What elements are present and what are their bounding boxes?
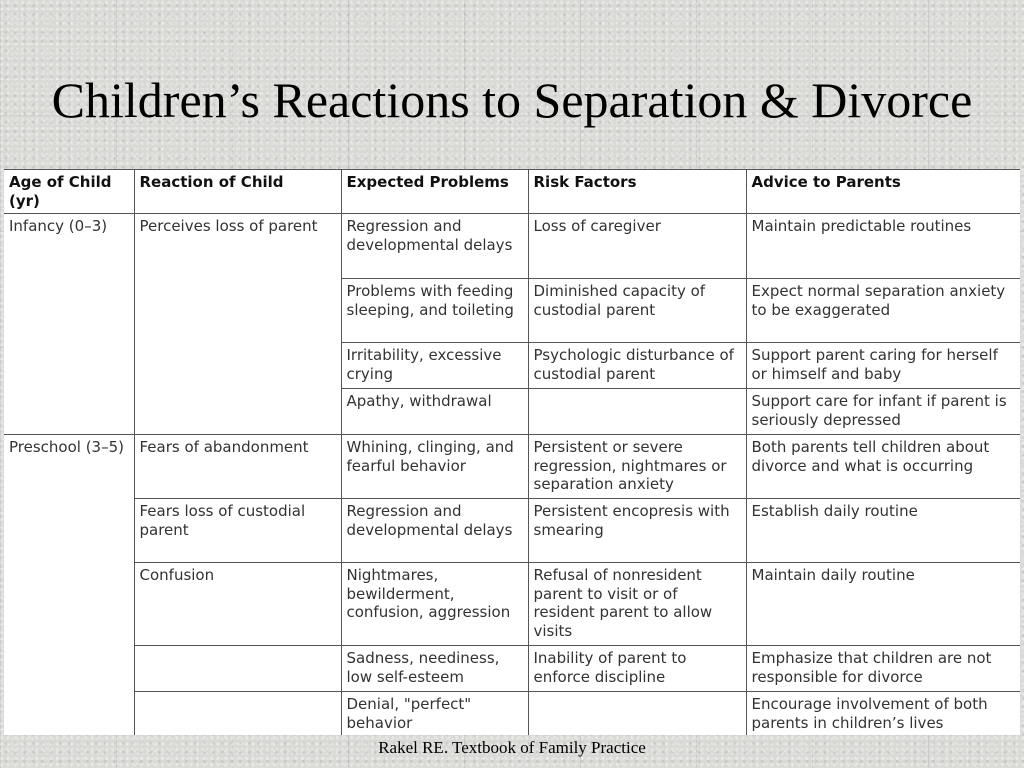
cell-problem: Whining, clinging, and fearful behavior	[341, 435, 528, 499]
cell-reaction	[134, 646, 341, 692]
slide-title: Children’s Reactions to Separation & Divorce	[51, 72, 973, 128]
cell-age: Infancy (0–3)	[4, 214, 134, 435]
cell-risk: Psychologic disturbance of custodial parent	[528, 343, 746, 389]
header-problems: Expected Problems	[341, 170, 528, 214]
cell-advice: Maintain predictable routines	[746, 214, 1020, 279]
cell-advice: Emphasize that children are not responsible for divorce	[746, 646, 1020, 692]
cell-problem: Irritability, excessive crying	[341, 343, 528, 389]
table-container	[4, 169, 1020, 735]
cell-reaction	[134, 692, 341, 736]
cell-problem: Denial, "perfect" behavior	[341, 692, 528, 736]
cell-advice: Both parents tell children about divorce and what is occurring	[746, 435, 1020, 499]
cell-risk: Refusal of nonresident parent to visit or of resident parent to allow visits	[528, 563, 746, 646]
citation: Rakel RE. Textbook of Family Practice	[378, 738, 646, 757]
table-row	[4, 692, 1020, 736]
cell-problem: Regression and developmental delays	[341, 214, 528, 279]
divorce-reactions-table	[4, 169, 1020, 735]
table-row	[4, 646, 1020, 692]
cell-reaction: Fears of abandonment	[134, 435, 341, 499]
cell-reaction: Confusion	[134, 563, 341, 646]
cell-reaction: Perceives loss of parent	[134, 214, 341, 435]
cell-risk	[528, 389, 746, 435]
cell-advice: Maintain daily routine	[746, 563, 1020, 646]
table-header-row	[4, 170, 1020, 214]
header-age: Age of Child (yr)	[4, 170, 134, 214]
cell-advice: Expect normal separation anxiety to be exaggerated	[746, 279, 1020, 343]
cell-risk	[528, 692, 746, 736]
cell-advice: Support parent caring for herself or himself and baby	[746, 343, 1020, 389]
cell-risk: Persistent or severe regression, nightmares or separation anxiety	[528, 435, 746, 499]
cell-problem: Apathy, withdrawal	[341, 389, 528, 435]
table-row	[4, 214, 1020, 279]
table-row	[4, 563, 1020, 646]
cell-risk: Loss of caregiver	[528, 214, 746, 279]
cell-problem: Nightmares, bewilderment, confusion, aggression	[341, 563, 528, 646]
header-reaction: Reaction of Child	[134, 170, 341, 214]
cell-risk: Persistent encopresis with smearing	[528, 499, 746, 563]
table-row	[4, 435, 1020, 499]
cell-advice: Encourage involvement of both parents in children’s lives	[746, 692, 1020, 736]
header-advice: Advice to Parents	[746, 170, 1020, 214]
cell-problem: Sadness, neediness, low self-esteem	[341, 646, 528, 692]
header-risk: Risk Factors	[528, 170, 746, 214]
cell-age: Preschool (3–5)	[4, 435, 134, 736]
cell-reaction: Fears loss of custodial parent	[134, 499, 341, 563]
cell-risk: Inability of parent to enforce discipline	[528, 646, 746, 692]
cell-risk: Diminished capacity of custodial parent	[528, 279, 746, 343]
cell-problem: Problems with feeding sleeping, and toileting	[341, 279, 528, 343]
table-row	[4, 499, 1020, 563]
cell-problem: Regression and developmental delays	[341, 499, 528, 563]
cell-advice: Support care for infant if parent is seriously depressed	[746, 389, 1020, 435]
cell-advice: Establish daily routine	[746, 499, 1020, 563]
